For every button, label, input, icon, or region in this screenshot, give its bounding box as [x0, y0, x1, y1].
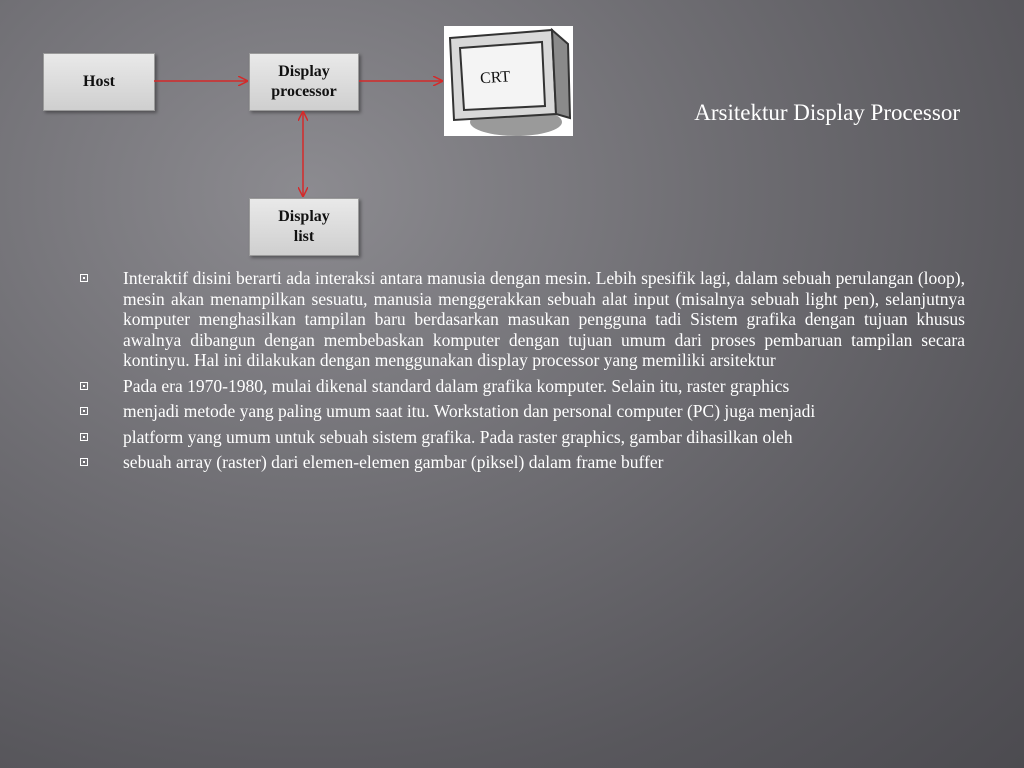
bullet-icon	[80, 382, 88, 390]
list-item: platform yang umum untuk sebuah sistem grafika. Pada raster graphics, gambar dihasilkan oleh	[80, 427, 965, 448]
bullet-list	[80, 268, 965, 478]
display-processor-label: Display processor	[271, 63, 337, 100]
bullet-icon	[80, 274, 88, 282]
list-item: Interaktif disini berarti ada interaksi antara manusia dengan mesin. Lebih spesifik lagi, dalam sebuah perulangan (loop), mesin akan menampilkan sesuatu, manusia menggerakkan sebuah alat input (misalnya sebuah light pen), selanjutnya komputer menghasilkan tampilan baru berdasarkan masukan pengguna tadi Sistem grafika dengan tujuan khusus awalnya dibangun dengan membebaskan komputer dengan tujuan umum dari proses pembaruan tampilan secara kontinyu. Hal ini dilakukan dengan menggunakan display processor yang memiliki arsitektur	[80, 268, 965, 371]
crt-label: CRT	[479, 68, 511, 88]
bullet-icon	[80, 458, 88, 466]
host-label: Host	[83, 73, 115, 90]
display-list-label: Display list	[278, 208, 330, 245]
bullet-icon	[80, 433, 88, 441]
list-item: sebuah array (raster) dari elemen-elemen gambar (piksel) dalam frame buffer	[80, 452, 965, 473]
bullet-icon	[80, 407, 88, 415]
list-item: menjadi metode yang paling umum saat itu. Workstation dan personal computer (PC) juga menjadi	[80, 401, 965, 422]
diagram-caption: Arsitektur Display Processor	[694, 100, 960, 125]
list-item: Pada era 1970-1980, mulai dikenal standard dalam grafika komputer. Selain itu, raster graphics	[80, 376, 965, 397]
